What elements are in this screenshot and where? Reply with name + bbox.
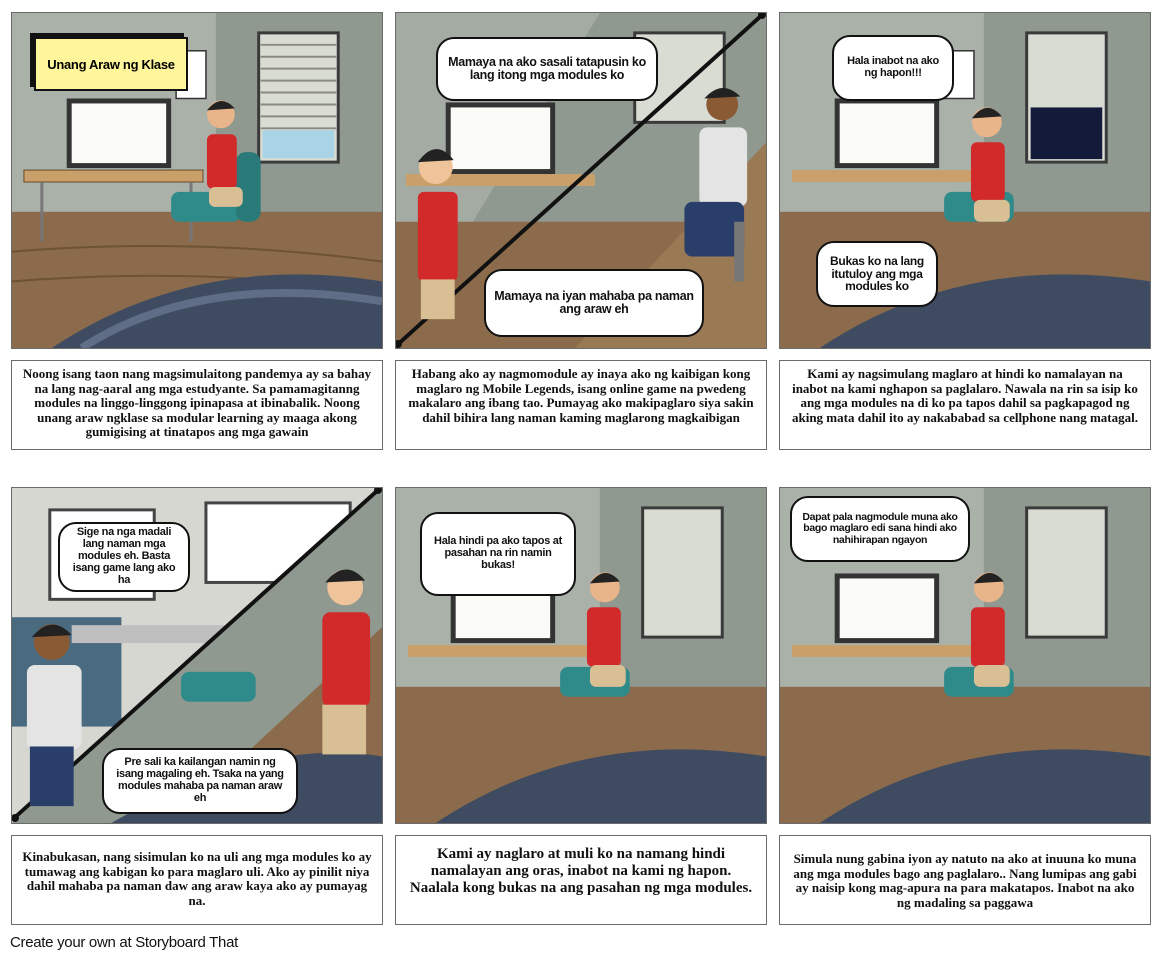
- caption-6: Simula nung gabina iyon ay natuto na ako at inuuna ko muna ang mga modules bago ang paglalaro.. Nang lumipas ang gabi ay naisip kong mag-apura na para makatapos. Inabot na ako ng madaling sa paggawa: [779, 835, 1151, 925]
- speech-bubble: Hala hindi pa ako tapos at pasahan na rin namin bukas!: [420, 512, 576, 596]
- speech-bubble: Bukas ko na lang itutuloy ang mga modules ko: [816, 241, 938, 307]
- caption-4: Kinabukasan, nang sisimulan ko na uli ang mga modules ko ay tumawag ang kabigan ko para maglaro uli. Ako ay pinilit niya dahil mahaba pa naman daw ang araw kaya ako ay pumayag na.: [11, 835, 383, 925]
- comic-panel-5: [395, 487, 767, 824]
- comic-panel-3: [779, 12, 1151, 349]
- caption-3: Kami ay nagsimulang maglaro at hindi ko namalayan na inabot na kami nghapon sa paglalaro. Nawala na rin sa isip ko ang mga modules na di ko pa tapos dahil sa pagkapagod ng aking mata dahil ito ay nakababad sa cellphone nang matagal.: [779, 360, 1151, 450]
- speech-bubble: Dapat pala nagmodule muna ako bago maglaro edi sana hindi ako nahihirapan ngayon: [790, 496, 970, 562]
- comic-panel-1: [11, 12, 383, 349]
- comic-panel-4: [11, 487, 383, 824]
- caption-2: Habang ako ay nagmomodule ay inaya ako ng kaibigan kong maglaro ng Mobile Legends, isang online game na pwedeng makalaro ang ibang tao. Pumayag ako makipaglaro siya sakin dahil bihira lang naman kaming maglarong magkaibigan: [395, 360, 767, 450]
- panel-title: Unang Araw ng Klase: [34, 37, 188, 91]
- comic-panel-6: [779, 487, 1151, 824]
- caption-5: Kami ay naglaro at muli ko na namang hindi namalayan ang oras, inabot na kami ng hapon. Naalala kong bukas na ang pasahan ng mga modules.: [395, 835, 767, 925]
- speech-bubble: Mamaya na ako sasali tatapusin ko lang itong mga modules ko: [436, 37, 658, 101]
- speech-bubble: Sige na nga madali lang naman mga modules eh. Basta isang game lang ako ha: [58, 522, 190, 592]
- speech-bubble: Mamaya na iyan mahaba pa naman ang araw eh: [484, 269, 704, 337]
- speech-bubble: Hala inabot na ako ng hapon!!!: [832, 35, 954, 101]
- storyboard-footer-link[interactable]: Create your own at Storyboard That: [10, 934, 238, 951]
- speech-bubble: Pre sali ka kailangan namin ng isang magaling eh. Tsaka na yang modules mahaba pa naman araw eh: [102, 748, 298, 814]
- caption-1: Noong isang taon nang magsimulaitong pandemya ay sa bahay na lang nag-aaral ang mga estudyante. Sa pamamagitanng modules na linggo-linggong ipinapasa at ibinabalik. Noong unang araw ngklase sa modular learning ay maaga akong gumigising at tinatapos ang mga gawain: [11, 360, 383, 450]
- comic-panel-2: [395, 12, 767, 349]
